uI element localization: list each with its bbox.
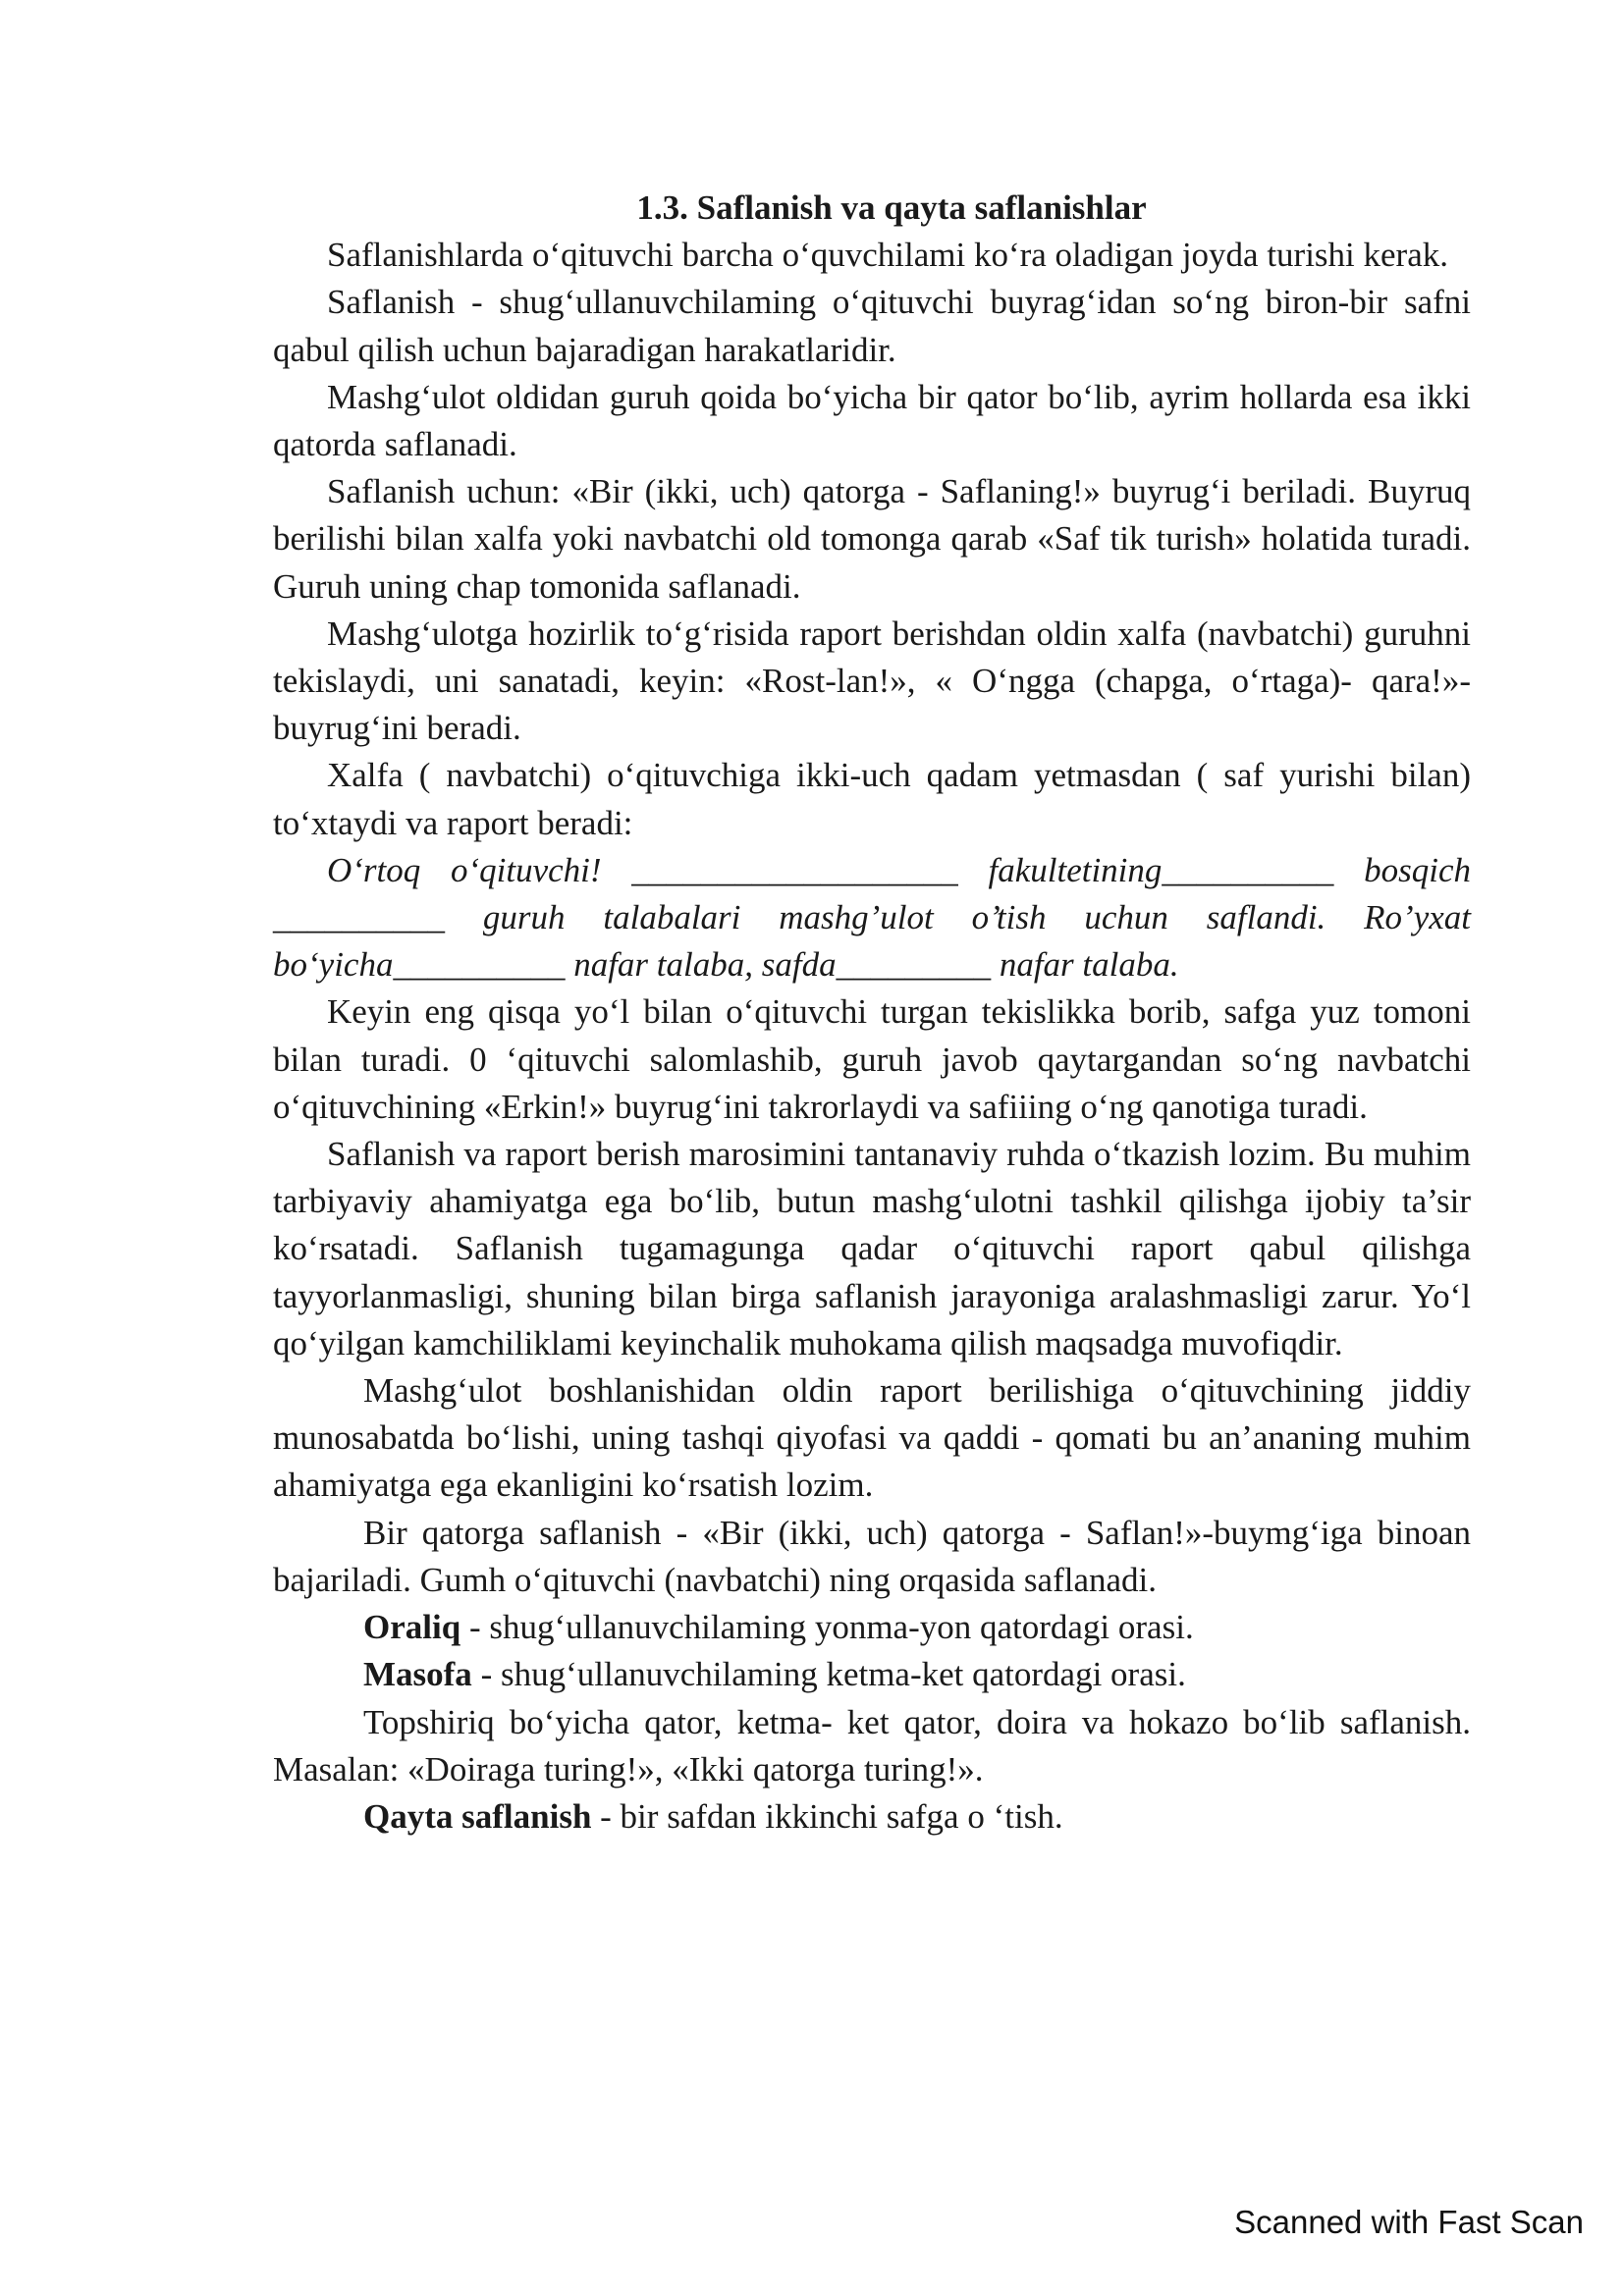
definition-masofa-text: - shug‘ullanuvchilaming ketma-ket qatordagi orasi. bbox=[471, 1655, 1186, 1694]
scanner-watermark: Scanned with Fast Scan bbox=[1234, 2204, 1584, 2240]
definition-oraliq-text: - shug‘ullanuvchilaming yonma-yon qatordagi orasi. bbox=[460, 1608, 1194, 1647]
document-body bbox=[273, 185, 1471, 1841]
term-qayta-saflanish: Qayta saflanish bbox=[363, 1796, 592, 1836]
paragraph-11: Bir qatorga saflanish - «Bir (ikki, uch) qatorga - Saflan!»-buymg‘iga binoan bajariladi. Gumh o‘qituvchi (navbatchi) ning orqasida saflanadi. bbox=[273, 1513, 1471, 1599]
definition-oraliq bbox=[273, 1604, 1471, 1651]
term-oraliq: Oraliq bbox=[363, 1608, 461, 1647]
paragraph-10: Mashg‘ulot boshlanishidan oldin raport berilishiga o‘qituvchining jiddiy munosabatda bo‘lishi, uning tashqi qiyofasi va qaddi - qomati bu an’ananing muhim ahamiyatga ega ekanligini ko‘rsatish lozim. bbox=[273, 1371, 1471, 1505]
paragraph-8: Keyin eng qisqa yo‘l bilan o‘qituvchi turgan tekislikka borib, safga yuz tomoni bilan turadi. 0 ‘qituvchi salomlashib, guruh javob qaytargandan so‘ng navbatchi o‘qituvchining «Erkin!» buyrug‘ini takrorlaydi va safiiing o‘ng qanotiga turadi. bbox=[273, 992, 1471, 1126]
definition-qayta-saflanish bbox=[273, 1793, 1471, 1841]
paragraph-3: Mashg‘ulot oldidan guruh qoida bo‘yicha bir qator bo‘lib, ayrim hollarda esa ikki qatorda saflanadi. bbox=[273, 377, 1471, 464]
definition-masofa bbox=[273, 1651, 1471, 1698]
report-template: O‘rtoq o‘qituvchi! ___________________ fakultetining__________ bosqich __________ guruh talabalari mashg’ulot o’tish uchun saflandi. Ro’yxat bo‘yicha__________ nafar talaba, safda_________ nafar talaba. bbox=[273, 850, 1471, 985]
paragraph-5: Mashg‘ulotga hozirlik to‘g‘risida raport berishdan oldin xalfa (navbatchi) guruhni tekislaydi, uni sanatadi, keyin: «Rost-lan!», « O‘ngga (chapga, o‘rtaga)- qara!»- buyrug‘ini beradi. bbox=[273, 614, 1471, 748]
term-masofa: Masofa bbox=[363, 1655, 472, 1694]
paragraph-4: Saflanish uchun: «Bir (ikki, uch) qatorga - Saflaning!» buyrug‘i beriladi. Buyruq berilishi bilan xalfa yoki navbatchi old tomonga qarab «Saf tik turish» holatida turadi. Guruh uning chap tomonida saflanadi. bbox=[273, 472, 1471, 606]
definition-qayta-saflanish-text: - bir safdan ikkinchi safga o ‘tish. bbox=[591, 1796, 1063, 1836]
paragraph-1: Saflanishlarda o‘qituvchi barcha o‘quvchilami ko‘ra oladigan joyda turishi kerak. bbox=[327, 236, 1448, 275]
paragraph-14: Topshiriq bo‘yicha qator, ketma- ket qator, doira va hokazo bo‘lib saflanish. Masalan: «Doiraga turing!», «Ikki qatorga turing!». bbox=[273, 1702, 1471, 1789]
paragraph-6: Xalfa ( navbatchi) o‘qituvchiga ikki-uch qadam yetmasdan ( saf yurishi bilan) to‘xtaydi va raport beradi: bbox=[273, 756, 1471, 842]
paragraph-9: Saflanish va raport berish marosimini tantanaviy ruhda o‘tkazish lozim. Bu muhim tarbiyaviy ahamiyatga ega bo‘lib, butun mashg‘ulotni tashkil qilishga ijobiy ta’sir ko‘rsatadi. Saflanish tugamagunga qadar o‘qituvchi raport qabul qilishga tayyorlanmasligi, shuning bilan birga saflanish jarayoniga aralashmasligi zarur. Yo‘l qo‘yilgan kamchiliklami keyinchalik muhokama qilish maqsadga muvofiqdir. bbox=[273, 1135, 1471, 1362]
section-title: 1.3. Saflanish va qayta saflanishlar bbox=[636, 188, 1147, 227]
paragraph-2: Saflanish - shug‘ullanuvchilaming o‘qituvchi buyrag‘idan so‘ng biron-bir safni qabul qilish uchun bajaradigan harakatlaridir. bbox=[273, 283, 1471, 369]
